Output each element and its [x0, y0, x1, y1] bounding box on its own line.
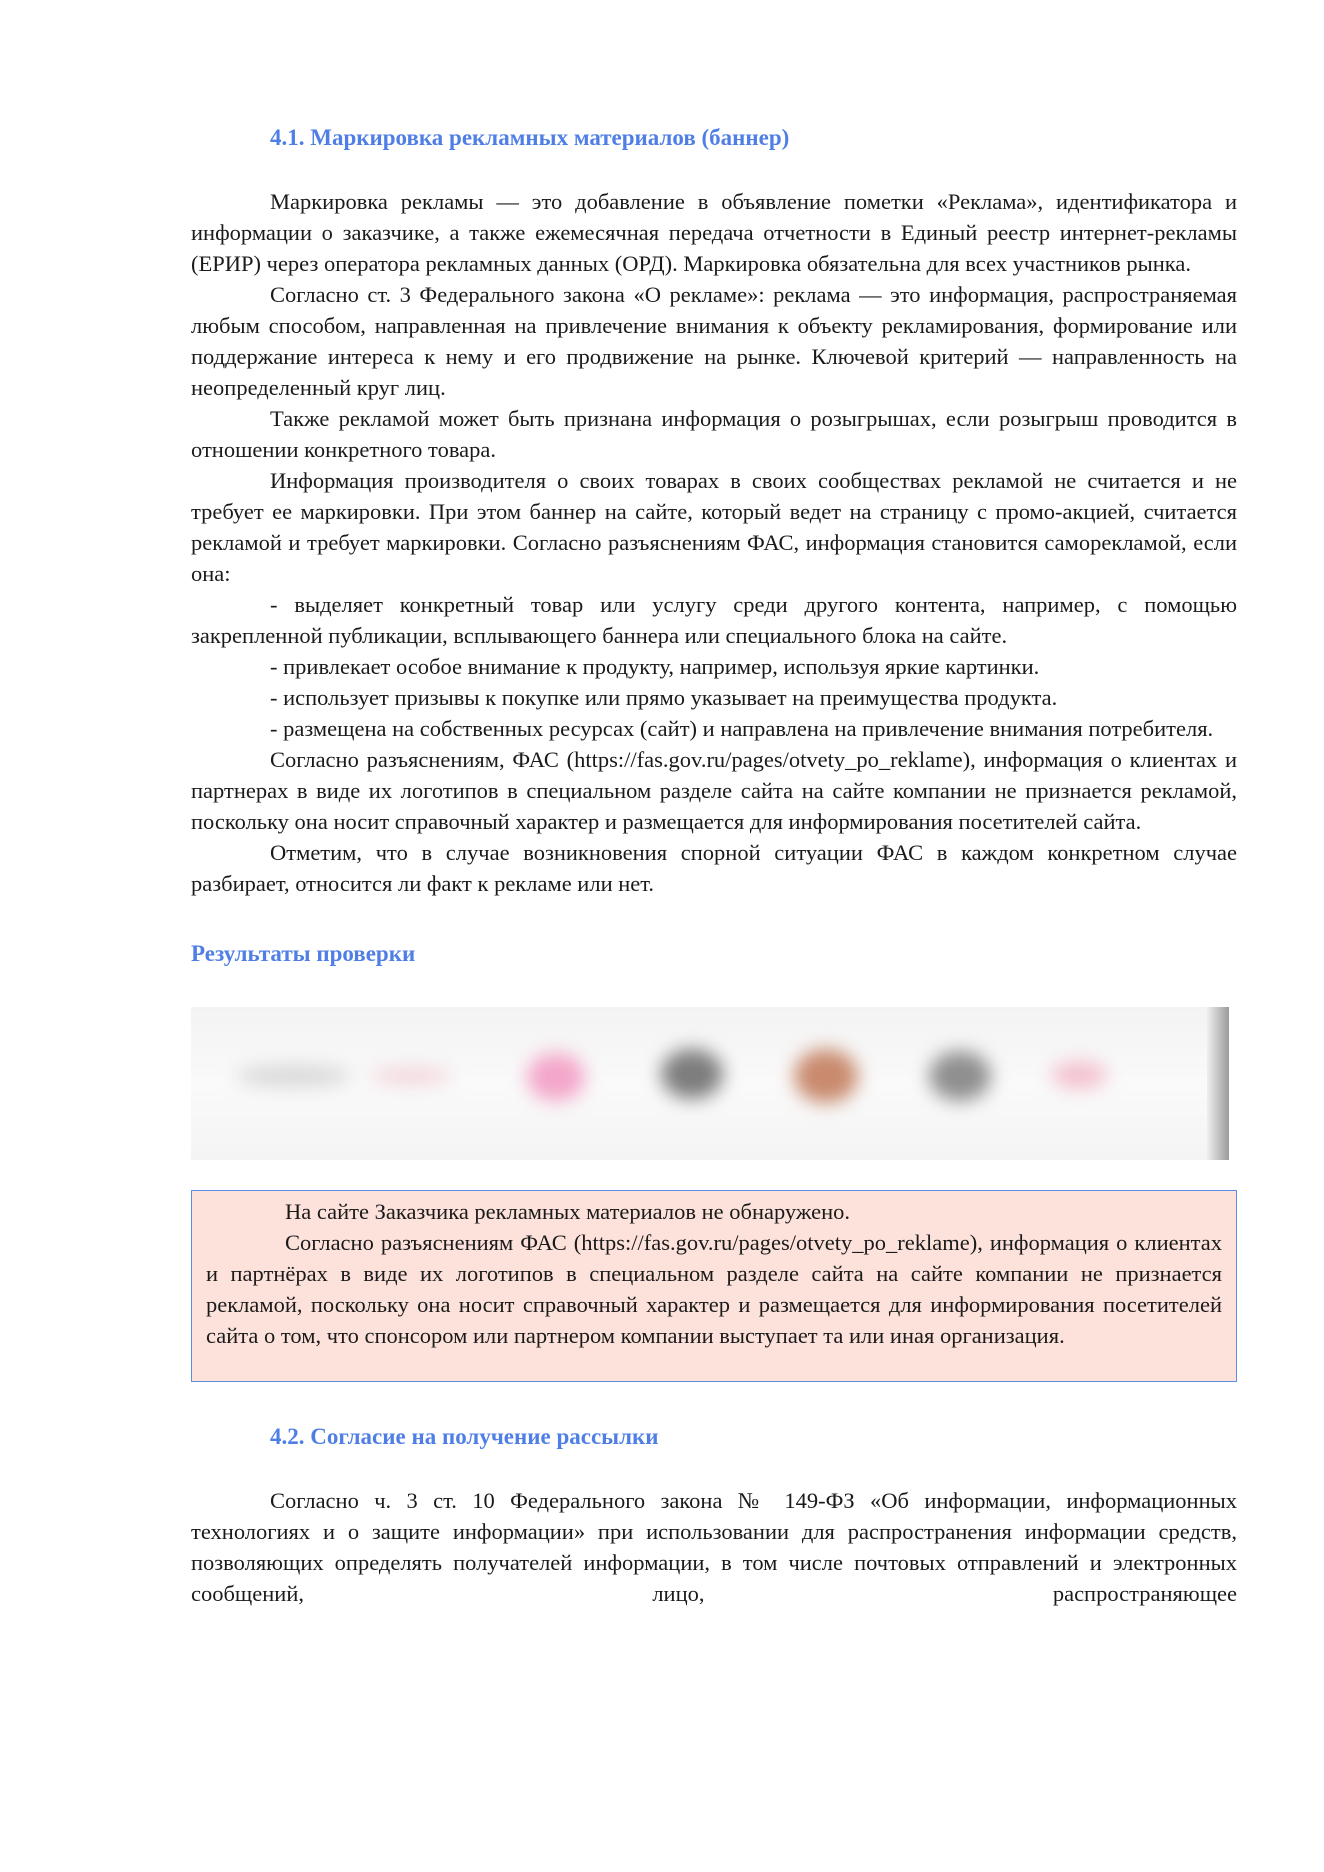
paragraph: Согласно ст. 3 Федерального закона «О рекламе»: реклама — это информация, распространяемая любым способом, направленная на привлечение внимания к объекту рекламирования, формирование или поддержание интереса к нему и его продвижение на рынке. Ключевой критерий — направленность на неопределенный круг лиц. — [191, 282, 1237, 400]
list-item: - использует призывы к покупке или прямо указывает на преимущества продукта. — [270, 685, 1058, 710]
result-notice-box — [191, 1190, 1237, 1382]
paragraph: Согласно ч. 3 ст. 10 Федерального закона № 149-ФЗ «Об информации, информационных технологиях и о защите информации» при использовании для распространения информации средств, позволяющих определять получателей информации, в том числе почтовых отправлений и электронных сообщений, лицо, распространяющее — [191, 1488, 1237, 1606]
blurred-logo — [929, 1051, 991, 1101]
notice-paragraph: На сайте Заказчика рекламных материалов не обнаружено. — [285, 1199, 851, 1224]
paragraph: Также рекламой может быть признана информация о розыгрышах, если розыгрыш проводится в отношении конкретного товара. — [191, 406, 1237, 462]
blurred-logo — [661, 1049, 723, 1099]
partner-logos-screenshot — [191, 1007, 1229, 1160]
list-item: - размещена на собственных ресурсах (сайт) и направлена на привлечение внимания потребителя. — [270, 716, 1214, 741]
results-heading: Результаты проверки — [191, 941, 416, 966]
list-item: - выделяет конкретный товар или услугу среди другого контента, например, с помощью закрепленной публикации, всплывающего баннера или специального блока на сайте. — [191, 592, 1237, 648]
blurred-logo — [794, 1049, 858, 1103]
notice-paragraph: Согласно разъяснениям ФАС (https://fas.gov.ru/pages/otvety_po_reklame), информация о клиентах и партнёрах в виде их логотипов в специальном разделе сайта на сайте компании не признается рекламой, поскольку она носит справочный характер и размещается для информирования посетителей сайта о том, что спонсором или партнером компании выступает та или иная организация. — [206, 1230, 1222, 1348]
paragraph: Маркировка рекламы — это добавление в объявление пометки «Реклама», идентификатора и информации о заказчике, а также ежемесячная передача отчетности в Единый реестр интернет-рекламы (ЕРИР) через оператора рекламных данных (ОРД). Маркировка обязательна для всех участников рынка. — [191, 189, 1237, 276]
blurred-logo — [236, 1065, 351, 1087]
list-item: - привлекает особое внимание к продукту, например, используя яркие картинки. — [270, 654, 1040, 679]
document-page — [191, 123, 1237, 1609]
blurred-logo — [371, 1067, 451, 1085]
paragraph: Информация производителя о своих товарах в своих сообществах рекламой не считается и не требует ее маркировки. При этом баннер на сайте, который ведет на страницу с промо-акцией, считается рекламой и требует маркировки. Согласно разъяснениям ФАС, информация становится саморекламой, если она: — [191, 468, 1237, 586]
paragraph: Отметим, что в случае возникновения спорной ситуации ФАС в каждом конкретном случае разбирает, относится ли факт к рекламе или нет. — [191, 840, 1237, 896]
section-4-2-heading: 4.2. Согласие на получение рассылки — [270, 1424, 659, 1449]
paragraph: Согласно разъяснениям, ФАС (https://fas.gov.ru/pages/otvety_po_reklame), информация о клиентах и партнерах в виде их логотипов в специальном разделе сайта на сайте компании не признается рекламой, поскольку она носит справочный характер и размещается для информирования посетителей сайта. — [191, 747, 1237, 834]
section-4-1-heading: 4.1. Маркировка рекламных материалов (баннер) — [270, 125, 790, 150]
blurred-logo — [527, 1053, 585, 1101]
blurred-logo — [1051, 1061, 1107, 1089]
